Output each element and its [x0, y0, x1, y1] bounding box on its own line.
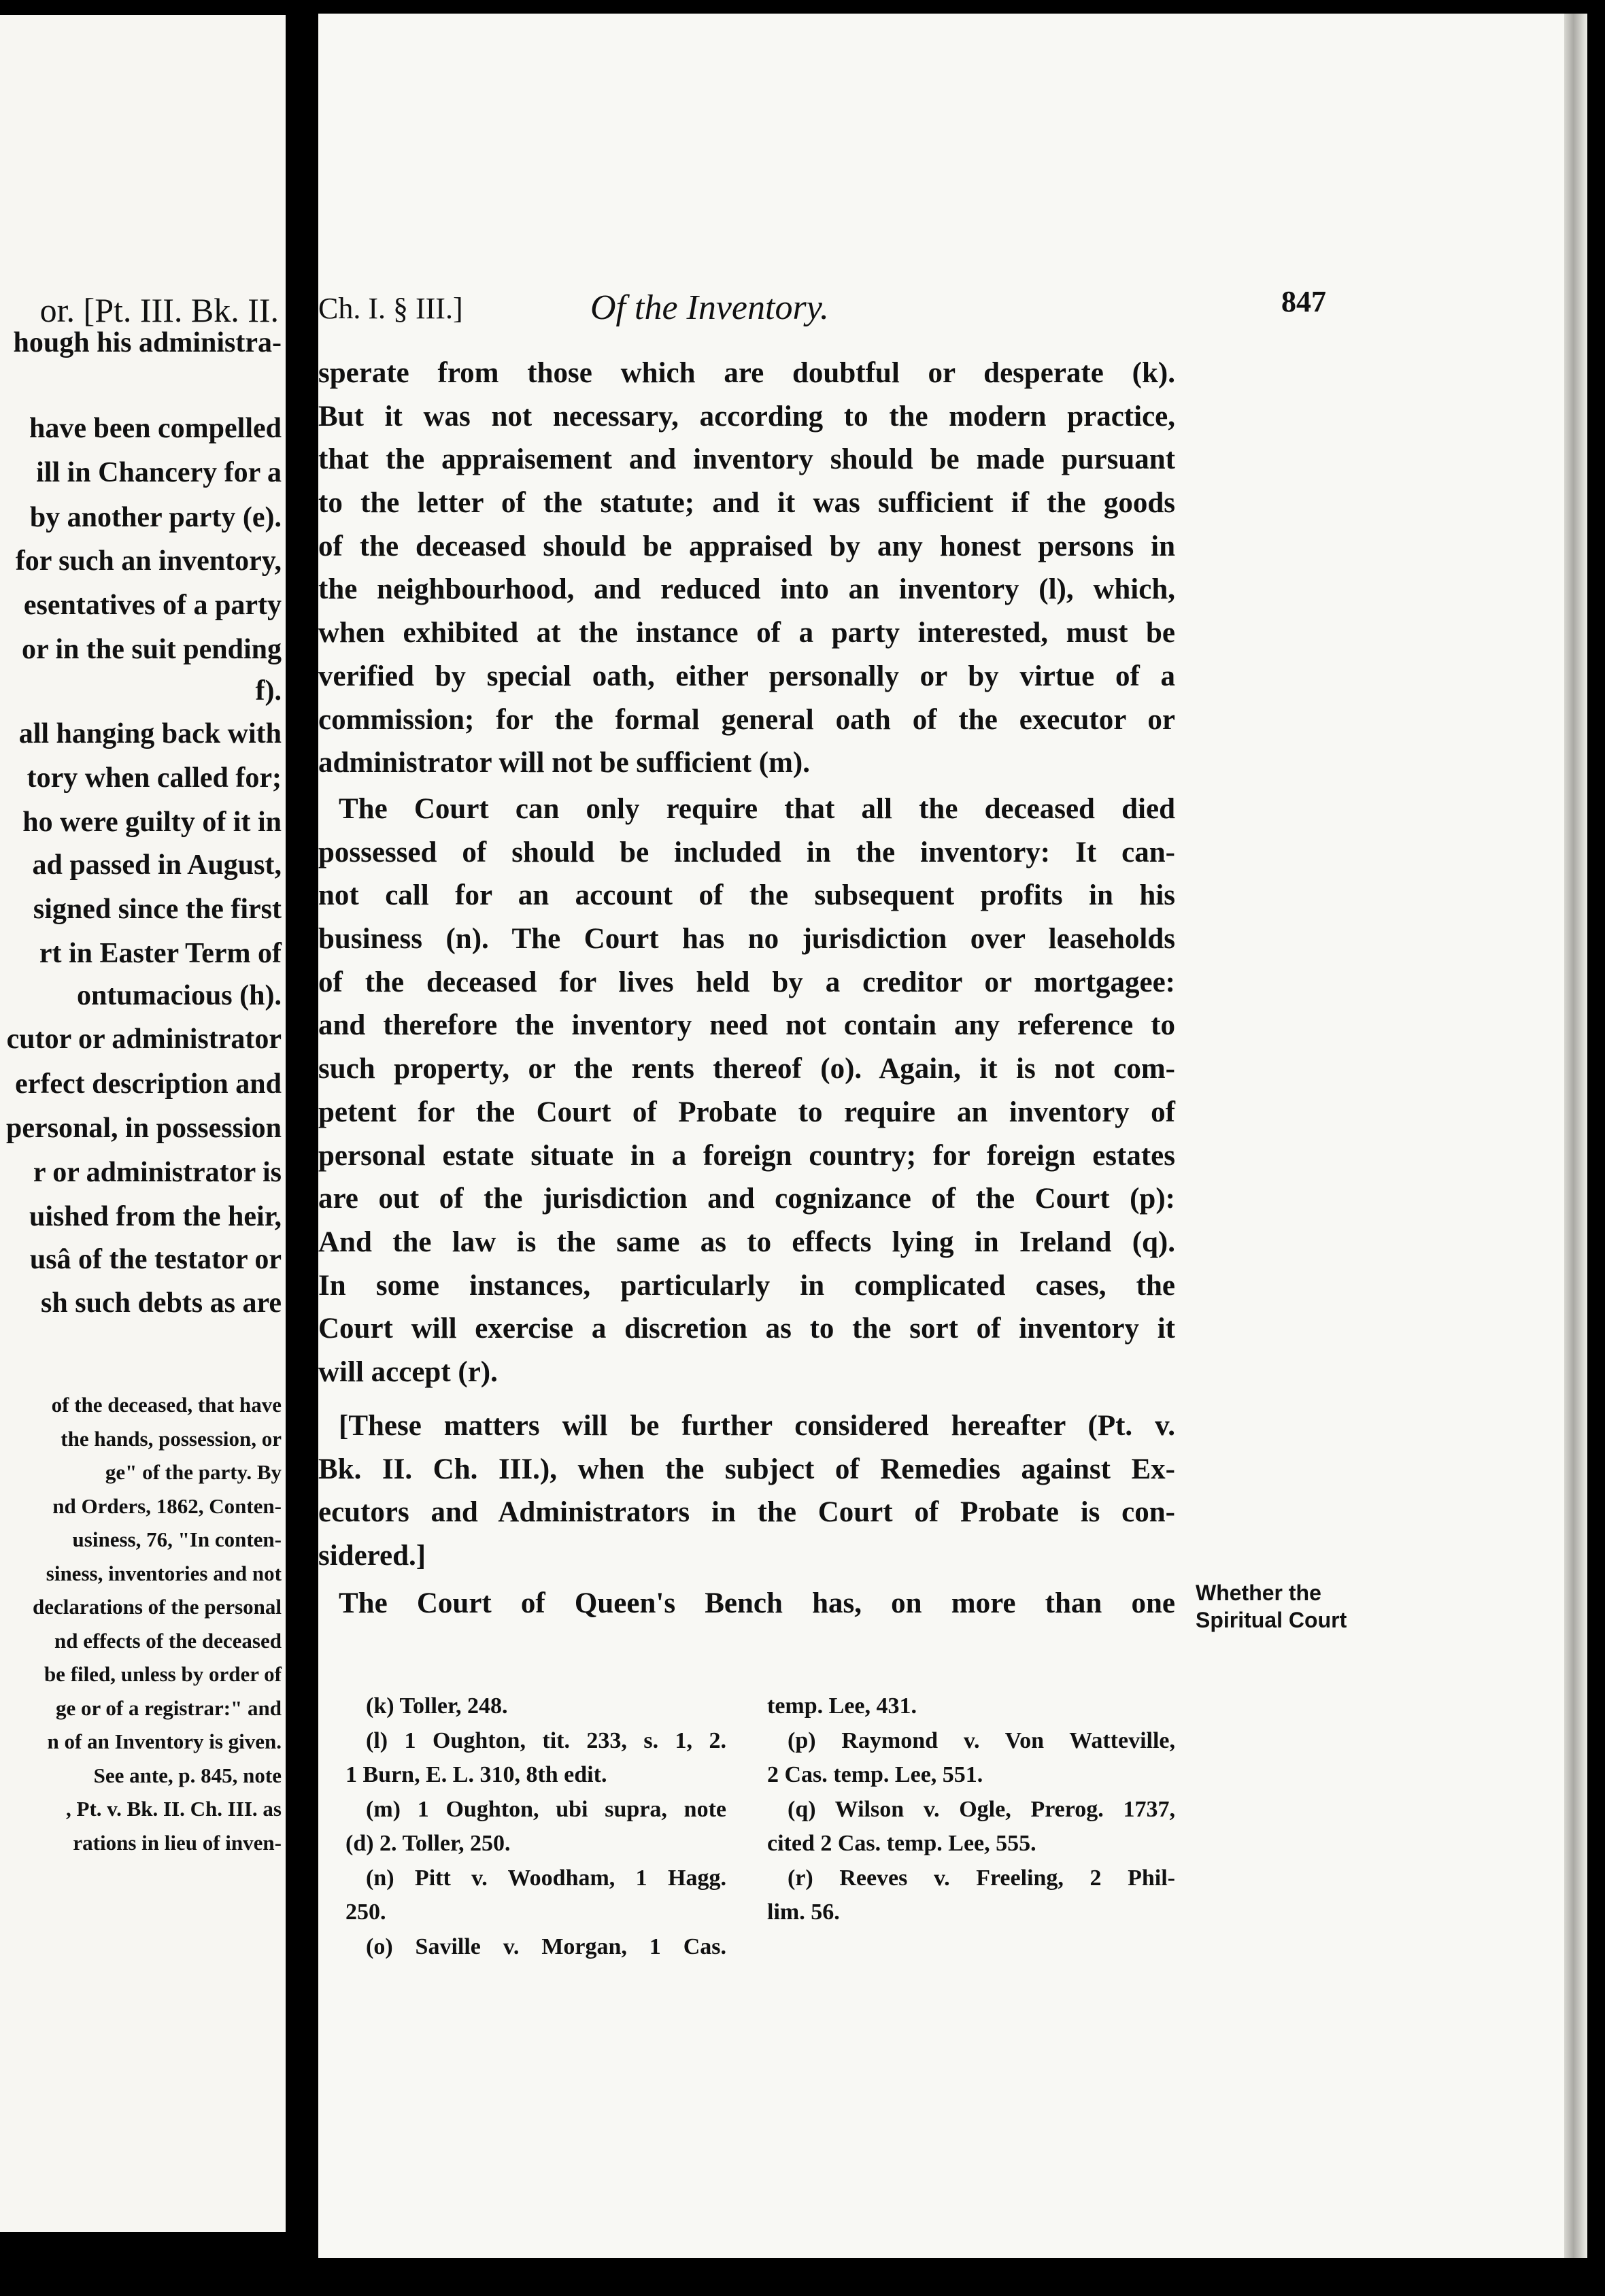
body-line: of the deceased should be appraised by any honest persons in [318, 530, 1175, 562]
left-text-line: tory when called for; [27, 762, 282, 794]
running-title: Of the Inventory. [590, 288, 829, 327]
left-text-line: all hanging back with [18, 718, 282, 749]
left-text-line: signed since the first [33, 894, 282, 925]
left-text-line: f). [255, 675, 282, 707]
left-note-line: See ante, p. 845, note [93, 1763, 282, 1787]
body-line: personal estate situate in a foreign country; for foreign estates [318, 1139, 1175, 1172]
body-line: the neighbourhood, and reduced into an inventory (l), which, [318, 573, 1175, 606]
left-text-line: rt in Easter Term of [39, 938, 282, 969]
body-line: petent for the Court of Probate to require an inventory of [318, 1096, 1175, 1128]
footnote-line: 1 Burn, E. L. 310, 8th edit. [345, 1762, 607, 1787]
left-note-line: siness, inventories and not [46, 1561, 282, 1585]
body-line: and therefore the inventory need not contain any reference to [318, 1009, 1175, 1042]
body-line: But it was not necessary, according to the modern practice, [318, 400, 1175, 433]
body-line: will accept (r). [318, 1355, 498, 1388]
footnote-line: (r) Reeves v. Freeling, 2 Phil- [788, 1865, 1175, 1891]
footnote-line: (d) 2. Toller, 250. [345, 1831, 511, 1856]
left-note-line: be filed, unless by order of [44, 1662, 282, 1686]
body-line: Court will exercise a discretion as to the sort of inventory it [318, 1313, 1175, 1345]
footnote-line: lim. 56. [767, 1900, 840, 1925]
footnote-line: 2 Cas. temp. Lee, 551. [767, 1762, 983, 1787]
left-note-line: ge" of the party. By [105, 1460, 282, 1484]
footnote-line: temp. Lee, 431. [767, 1693, 917, 1719]
left-note-line: rations in lieu of inven- [73, 1830, 282, 1855]
footnote-line: (p) Raymond v. Von Watteville, [788, 1727, 1175, 1753]
left-note-line: the hands, possession, or [61, 1426, 282, 1451]
body-paragraph [318, 1404, 1175, 1578]
body-line: [These matters will be further considered hereafter (Pt. v. [339, 1410, 1175, 1442]
body-line: to the letter of the statute; and it was sufficient if the goods [318, 487, 1175, 520]
body-paragraph [318, 1582, 1175, 1625]
left-note-line: nd effects of the deceased [54, 1628, 282, 1653]
body-line: sidered.] [318, 1540, 426, 1572]
footnote-line: (l) 1 Oughton, tit. 233, s. 1, 2. [366, 1727, 726, 1753]
footnotes-left-column [345, 1689, 726, 1964]
left-text-line: erfect description and [15, 1068, 282, 1100]
margin-note-line: Whether the [1196, 1581, 1321, 1605]
body-line: possessed of should be included in the inventory: It can- [318, 836, 1175, 868]
footnote-line: (m) 1 Oughton, ubi supra, note [366, 1796, 726, 1822]
body-line: The Court can only require that all the deceased died [339, 793, 1175, 825]
book-gutter [286, 0, 318, 2296]
left-text-line: personal, in possession [6, 1113, 282, 1144]
running-head [318, 284, 1338, 332]
body-paragraph [318, 352, 1175, 785]
footnote-line: cited 2 Cas. temp. Lee, 555. [767, 1831, 1036, 1856]
body-line: The Court of Queen's Bench has, on more than one [339, 1587, 1175, 1619]
left-note-line: n of an Inventory is given. [47, 1729, 282, 1753]
body-line: that the appraisement and inventory should be made pursuant [318, 443, 1175, 476]
body-line: verified by special oath, either personally or by virtue of a [318, 660, 1175, 692]
margin-note-line: Spiritual Court [1196, 1608, 1347, 1632]
left-text-line: ill in Chancery for a [36, 457, 282, 488]
left-text-line: ho were guilty of it in [22, 807, 282, 838]
body-line: administrator will not be sufficient (m). [318, 747, 810, 779]
body-line: such property, or the rents thereof (o). Again, it is not com- [318, 1053, 1175, 1085]
footnote-line: 250. [345, 1900, 386, 1925]
left-note-line: of the deceased, that have [51, 1393, 282, 1417]
footnote-line: (n) Pitt v. Woodham, 1 Hagg. [366, 1865, 726, 1891]
body-line: ecutors and Administrators in the Court of Probate is con- [318, 1496, 1175, 1529]
left-text-line: esentatives of a party [23, 590, 282, 621]
footnote-line: (q) Wilson v. Ogle, Prerog. 1737, [788, 1796, 1175, 1822]
footnote-line: (k) Toller, 248. [366, 1693, 508, 1719]
footnotes-right-column [767, 1689, 1175, 1930]
left-text-line: ontumacious (h). [76, 980, 282, 1011]
left-note-line: , Pt. v. Bk. II. Ch. III. as [66, 1797, 282, 1821]
body-line: Bk. II. Ch. III.), when the subject of Remedies against Ex- [318, 1453, 1175, 1485]
left-text-line: hough his administra- [13, 327, 282, 358]
body-line: are out of the jurisdiction and cognizance of the Court (p): [318, 1183, 1175, 1215]
body-line: commission; for the formal general oath of the executor or [318, 703, 1175, 736]
left-note-line: ge or of a registrar:" and [55, 1695, 282, 1720]
left-text-line: sh such debts as are [41, 1287, 282, 1319]
section-reference: Ch. I. § III.] [318, 292, 463, 325]
body-line: when exhibited at the instance of a party interested, must be [318, 617, 1175, 649]
left-text-line: for such an inventory, [15, 545, 282, 577]
body-line: of the deceased for lives held by a creditor or mortgagee: [318, 966, 1175, 998]
body-line: And the law is the same as to effects lying in Ireland (q). [318, 1226, 1175, 1258]
margin-note [1196, 1579, 1440, 1634]
left-note-line: nd Orders, 1862, Conten- [52, 1493, 282, 1518]
body-line: sperate from those which are doubtful or desperate (k). [318, 357, 1175, 389]
left-text-line: cutor or administrator [6, 1024, 282, 1055]
left-text-line: uished from the heir, [29, 1201, 282, 1232]
left-text-line: have been compelled [29, 413, 282, 444]
body-line: business (n). The Court has no jurisdiction over leaseholds [318, 923, 1175, 956]
left-text-line: ad passed in August, [32, 849, 282, 881]
body-paragraph [318, 788, 1175, 1394]
left-note-line: usiness, 76, "In conten- [72, 1527, 282, 1551]
right-page [318, 14, 1587, 2258]
left-page [0, 15, 286, 2232]
page-number: 847 [1281, 285, 1326, 318]
left-note-line: declarations of the personal [33, 1595, 282, 1619]
page-edge [1564, 14, 1587, 2258]
left-text-line: r or administrator is [33, 1157, 282, 1188]
footnote-line: (o) Saville v. Morgan, 1 Cas. [366, 1934, 726, 1959]
left-text-line: by another party (e). [29, 502, 282, 533]
left-text-line: or in the suit pending [22, 634, 282, 665]
left-text-line: usâ of the testator or [29, 1244, 282, 1275]
body-line: not call for an account of the subsequent profits in his [318, 879, 1175, 912]
body-line: In some instances, particularly in complicated cases, the [318, 1269, 1175, 1302]
left-running-head: or. [Pt. III. Bk. II. [39, 291, 279, 329]
